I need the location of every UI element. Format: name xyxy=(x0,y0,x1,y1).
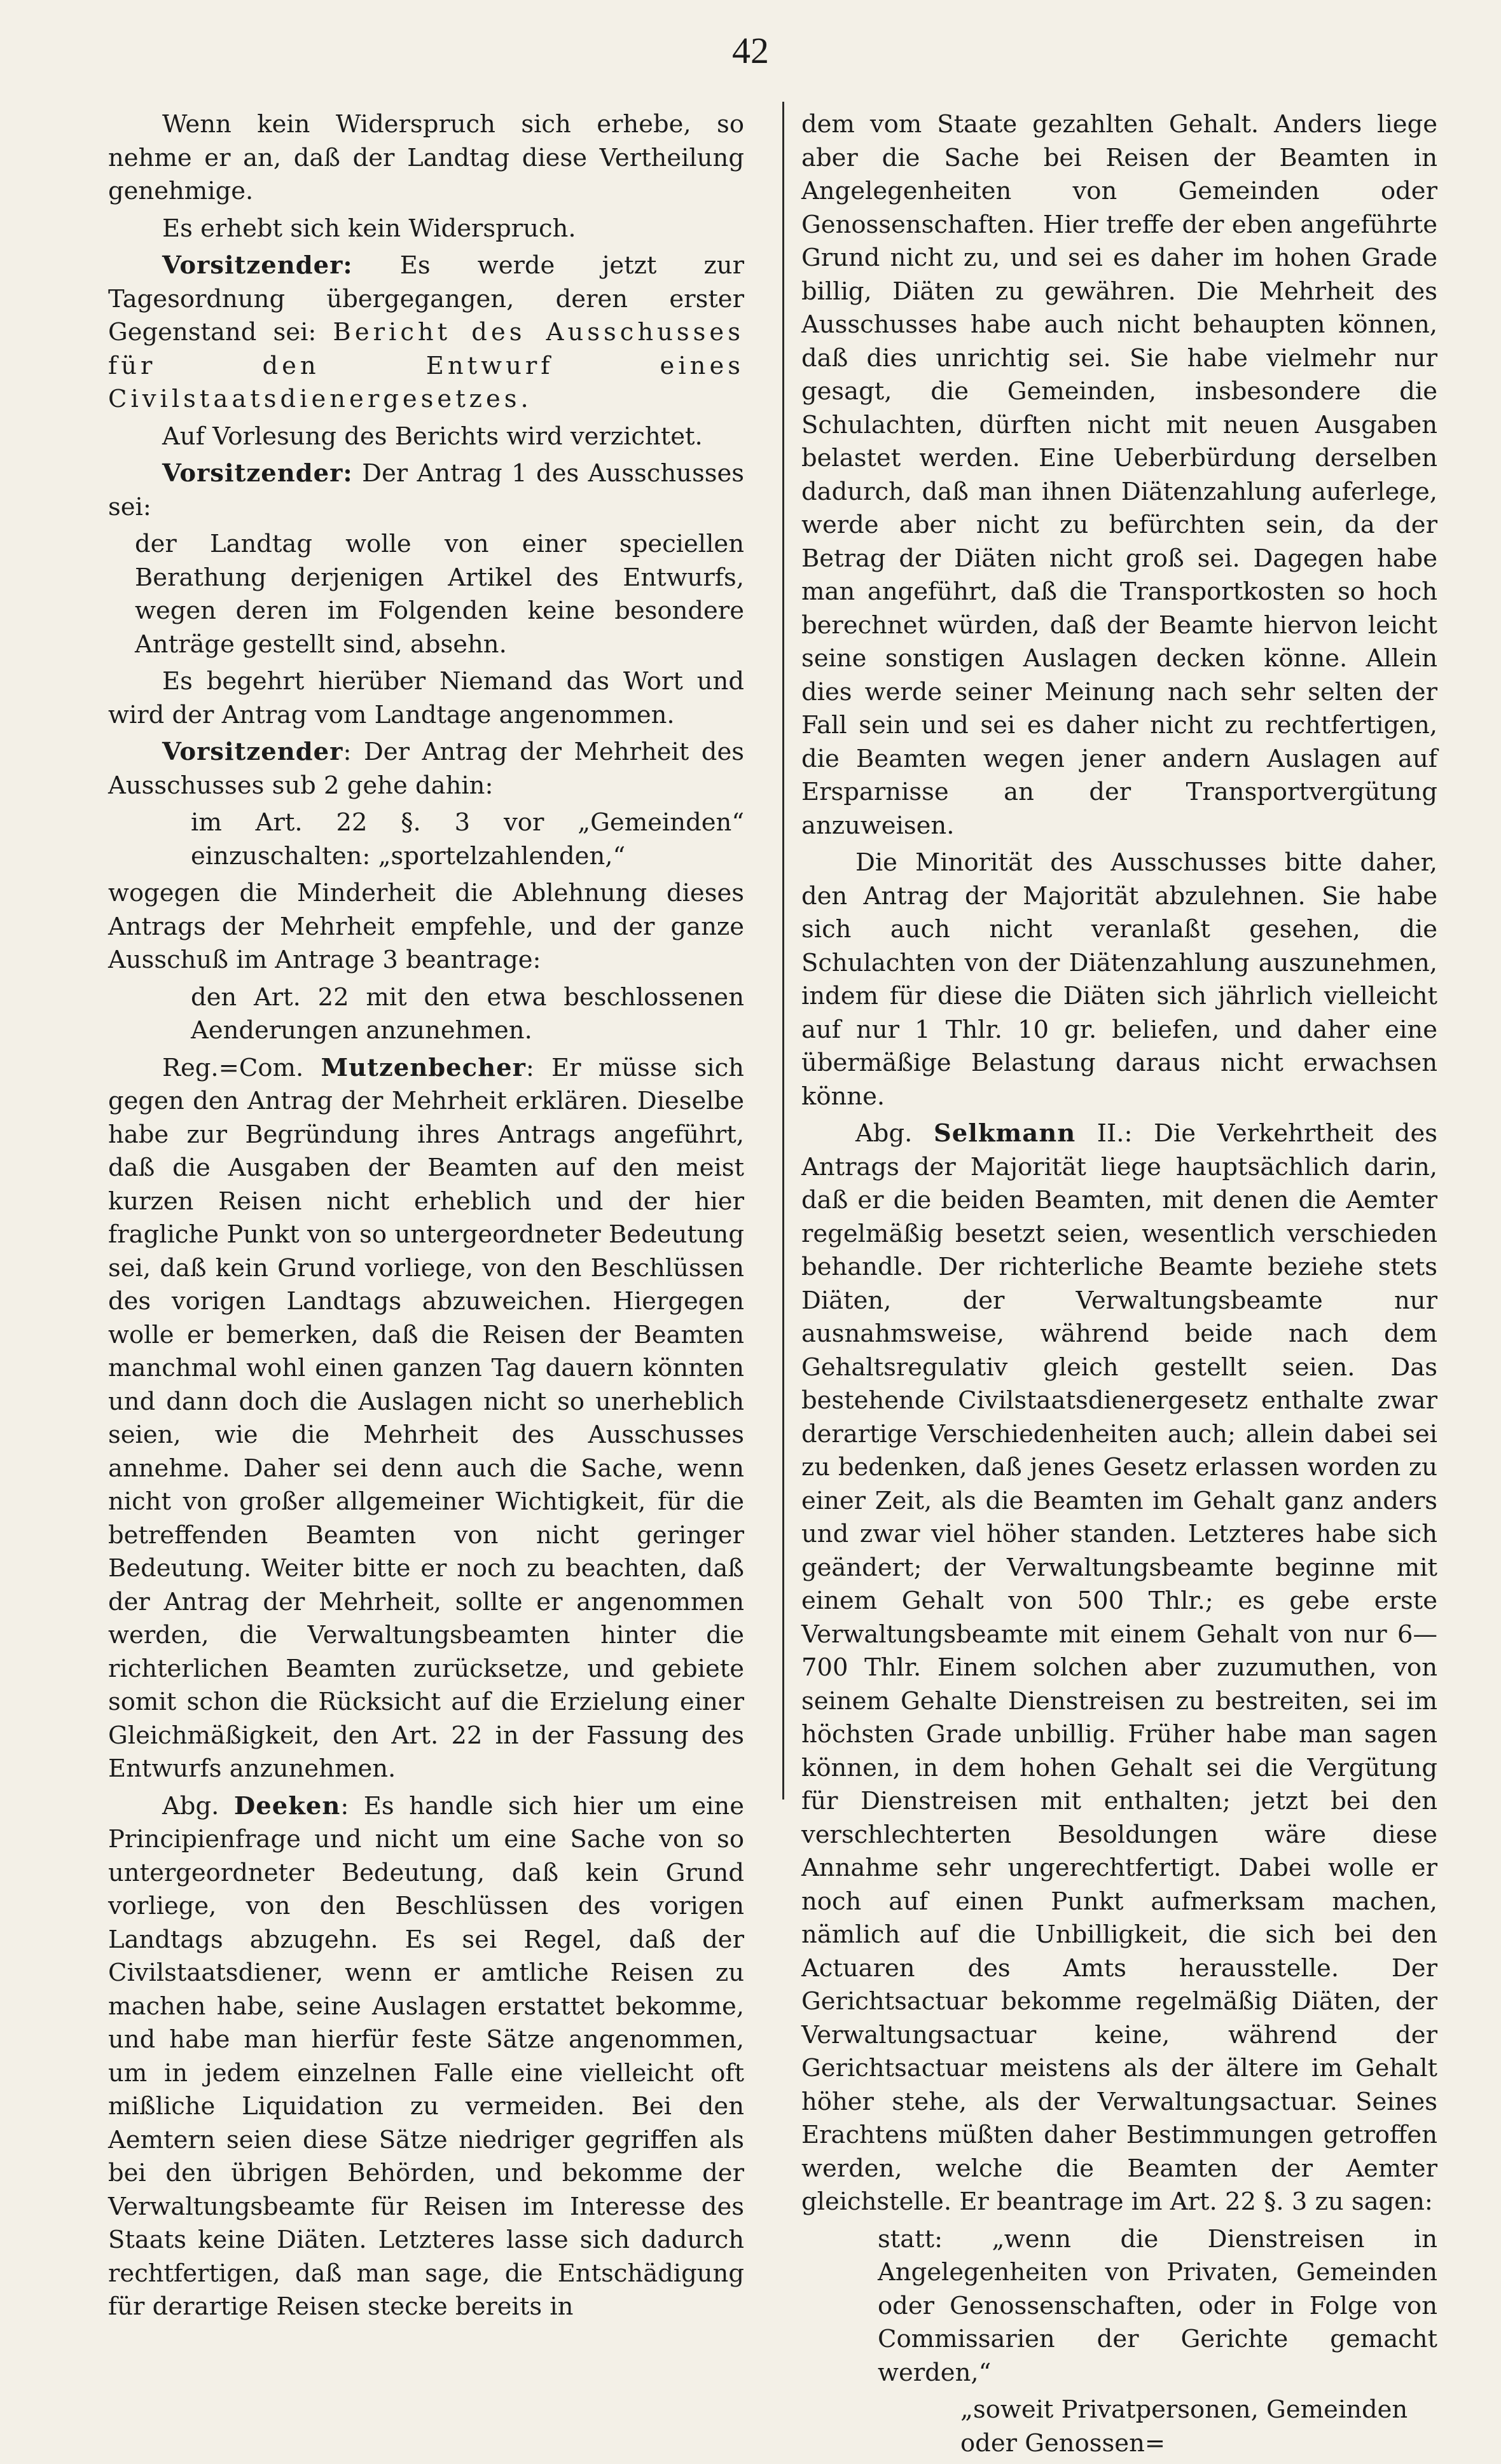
speech-text: : Er müsse sich gegen den Antrag der Mehrheit erklären. Dieselbe habe zur Begründung ihres Antrags angeführt, daß die Ausgaben der Beamten auf den meist kurzen Reisen nicht erheblich und der hier fragliche Punkt von so untergeordneter Bedeutung sei, daß kein Grund vorliege, von den Beschlüssen des vorigen Landtags abzuweichen. Hiergegen wolle er bemerken, daß die Reisen der Beamten manchmal wohl einen ganzen Tag dauern könnten und dann doch die Auslagen nicht so unerheblich seien, wie die Mehrheit des Ausschusses annehme. Daher sei denn auch die Sache, wenn nicht von großer allgemeiner Wichtigkeit, für die betreffenden Beamten von nicht geringer Bedeutung. Weiter bitte er noch zu beachten, daß der Antrag der Mehrheit, sollte er angenommen werden, die Verwaltungsbeamten hinter die richterlichen Beamten zurücksetze, und gebiete somit schon die Rücksicht auf die Erzielung einer Gleichmäßigkeit, den Art. 22 in der Fassung des Entwurfs anzunehmen. xyxy=(108,1053,744,1783)
quoted-motion: im Art. 22 §. 3 vor „Gemeinden“ einzuschalten: „sportelzahlenden,“ xyxy=(191,808,744,871)
speaker-name: Vorsitzender xyxy=(162,738,343,766)
quoted-motion: der Landtag wolle von einer speciellen Berathung derjenigen Artikel des Entwurfs, wegen deren im Folgenden keine besondere Anträge gestellt sind, absehn. xyxy=(135,530,744,659)
agenda-item: Bericht des Ausschusses für den Entwurf eines Civilstaatsdienergesetzes. xyxy=(108,318,744,413)
right-column xyxy=(801,108,1437,2464)
speaker-name: Selkmann xyxy=(933,1119,1076,1148)
paragraph xyxy=(108,1790,744,2324)
speaker-title: Abg. xyxy=(162,1791,234,1820)
paragraph: dem vom Staate gezahlten Gehalt. Anders liege aber die Sache bei Reisen der Beamten in Angelegenheiten von Gemeinden oder Genossenschaften. Hier treffe der eben angeführte Grund nicht zu, und sei es daher im hohen Grade billig, Diäten zu gewähren. Die Mehrheit des Ausschusses habe auch nicht behaupten können, daß dies unrichtig sei. Sie habe vielmehr nur gesagt, die Gemeinden, insbesondere die Schulachten, dürften nicht mit neuen Ausgaben belastet werden. Eine Ueberbürdung derselben dadurch, daß man ihnen Diätenzahlung auferlege, werde aber nicht zu befürchten sein, da der Betrag der Diäten nicht groß sei. Dagegen habe man angeführt, daß die Transportkosten so hoch berechnet würden, daß der Beamte hiervon leicht seine sonstigen Auslagen decken könne. Allein dies werde seiner Meinung nach sehr selten der Fall sein und sei es daher nicht zu rechtfertigen, die Beamten wegen jener andern Auslagen auf Ersparnisse an der Transportvergütung anzuweisen. xyxy=(801,110,1437,840)
paragraph: Die Minorität des Ausschusses bitte daher, den Antrag der Majorität abzulehnen. Sie habe sich auch nicht veranlaßt gesehen, die Schulachten von der Diätenzahlung auszunehmen, indem für diese die Diäten sich jährlich vielleicht auf nur 1 Thlr. 10 gr. beliefen, und daher eine übermäßige Belastung daraus nicht erwachsen könne. xyxy=(801,848,1437,1111)
speaker-name: Deeken xyxy=(233,1791,341,1820)
quoted-motion: den Art. 22 mit den etwa beschlossenen Aenderungen anzunehmen. xyxy=(191,982,744,1045)
speech-text: : Der Antrag der Mehrheit des Ausschusses sub 2 gehe dahin: xyxy=(108,738,744,800)
paragraph xyxy=(801,1117,1437,2219)
paragraph: Wenn kein Widerspruch sich erhebe, so nehme er an, daß der Landtag diese Vertheilung genehmige. xyxy=(108,110,744,205)
speech-text: Der Antrag 1 des Ausschusses sei: xyxy=(108,459,744,521)
quoted-motion: „soweit Privatpersonen, Gemeinden oder Genossen= xyxy=(960,2395,1408,2458)
paragraph: wogegen die Minderheit die Ablehnung dieses Antrags der Mehrheit empfehle, und der ganze Ausschuß im Antrage 3 beantrage: xyxy=(108,879,744,974)
paragraph: Es begehrt hierüber Niemand das Wort und wird der Antrag vom Landtage angenommen. xyxy=(108,667,744,729)
speaker-name: Vorsitzender: xyxy=(162,459,353,488)
column-divider xyxy=(782,102,784,1800)
paragraph: Es erhebt sich kein Widerspruch. xyxy=(162,214,576,243)
speaker-title: Abg. xyxy=(855,1119,934,1148)
speech-text: Es werde jetzt zur Tagesordnung übergegangen, deren erster Gegenstand sei: xyxy=(108,251,744,347)
paragraph xyxy=(108,249,744,416)
quoted-motion: statt: „wenn die Dienstreisen in Angelegenheiten von Privaten, Gemeinden oder Genossenschaften, oder in Folge von Commissarien der Gerichte gemacht werden,“ xyxy=(878,2224,1437,2387)
speaker-name: Mutzenbecher xyxy=(321,1053,526,1082)
paragraph: Auf Vorlesung des Berichts wird verzichtet. xyxy=(162,422,703,451)
paragraph xyxy=(108,736,744,802)
speaker-name: Vorsitzender: xyxy=(162,251,353,280)
speaker-title: Reg.=Com. xyxy=(162,1053,321,1082)
paragraph xyxy=(108,457,744,524)
speech-text: : Es handle sich hier um eine Principienfrage und nicht um eine Sache von so untergeordneter Bedeutung, daß kein Grund vorliege, von den Beschlüssen des vorigen Landtags abzugehn. Es sei Regel, daß der Civilstaatsdiener, wenn er amtliche Reisen zu machen habe, seine Auslagen erstattet bekomme, und habe man hierfür feste Sätze angenommen, um in jedem einzelnen Falle eine vielleicht oft mißliche Liquidation zu vermeiden. Bei den Aemtern seien diese Sätze niedriger gegriffen als bei den übrigen Behörden, und bekomme der Verwaltungsbeamte für Reisen im Interesse des Staats keine Diäten. Letzteres lasse sich dadurch rechtfertigen, daß man sage, die Entschädigung für derartige Reisen stecke bereits in xyxy=(108,1791,744,2321)
speech-text: II.: Die Verkehrtheit des Antrags der Majorität liege hauptsächlich darin, daß er die beiden Beamten, mit denen die Aemter regelmäßig besetzt seien, wesentlich verschieden behandle. Der richterliche Beamte beziehe stets Diäten, der Verwaltungsbeamte nur ausnahmsweise, während beide nach dem Gehaltsregulativ gleich gestellt seien. Das bestehende Civilstaatsdienergesetz enthalte zwar derartige Verschiedenheiten auch; allein dabei sei zu bedenken, daß jenes Gesetz erlassen worden zu einer Zeit, als die Beamten im Gehalt ganz anders und zwar viel höher standen. Letzteres habe sich geändert; der Verwaltungsbeamte beginne mit einem Gehalt von 500 Thlr.; es gebe erste Verwaltungsbeamte mit einem Gehalt von nur 6—700 Thlr. Einem solchen aber zuzumuthen, von seinem Gehalte Dienstreisen zu bestreiten, sei im höchsten Grade unbillig. Früher habe man sagen können, in dem hohen Gehalt sei die Vergütung für Dienstreisen mit enthalten; jetzt bei den verschlechterten Besoldungen wäre diese Annahme sehr ungerechtfertigt. Dabei wolle er noch auf einen Punkt aufmerksam machen, nämlich auf die Unbilligkeit, die sich bei den Actuaren des Amts herausstelle. Der Gerichtsactuar bekomme regelmäßig Diäten, der Verwaltungsactuar keine, während der Gerichtsactuar meistens als der ältere im Gehalt höher stehe, als der Verwaltungsactuar. Seines Erachtens müßten daher Bestimmungen getroffen werden, welche die Beamten der Aemter gleichstelle. Er beantrage im Art. 22 §. 3 zu sagen: xyxy=(801,1119,1437,2216)
left-column xyxy=(108,108,744,2328)
page-number: 42 xyxy=(732,30,769,71)
paragraph xyxy=(108,1052,744,1786)
